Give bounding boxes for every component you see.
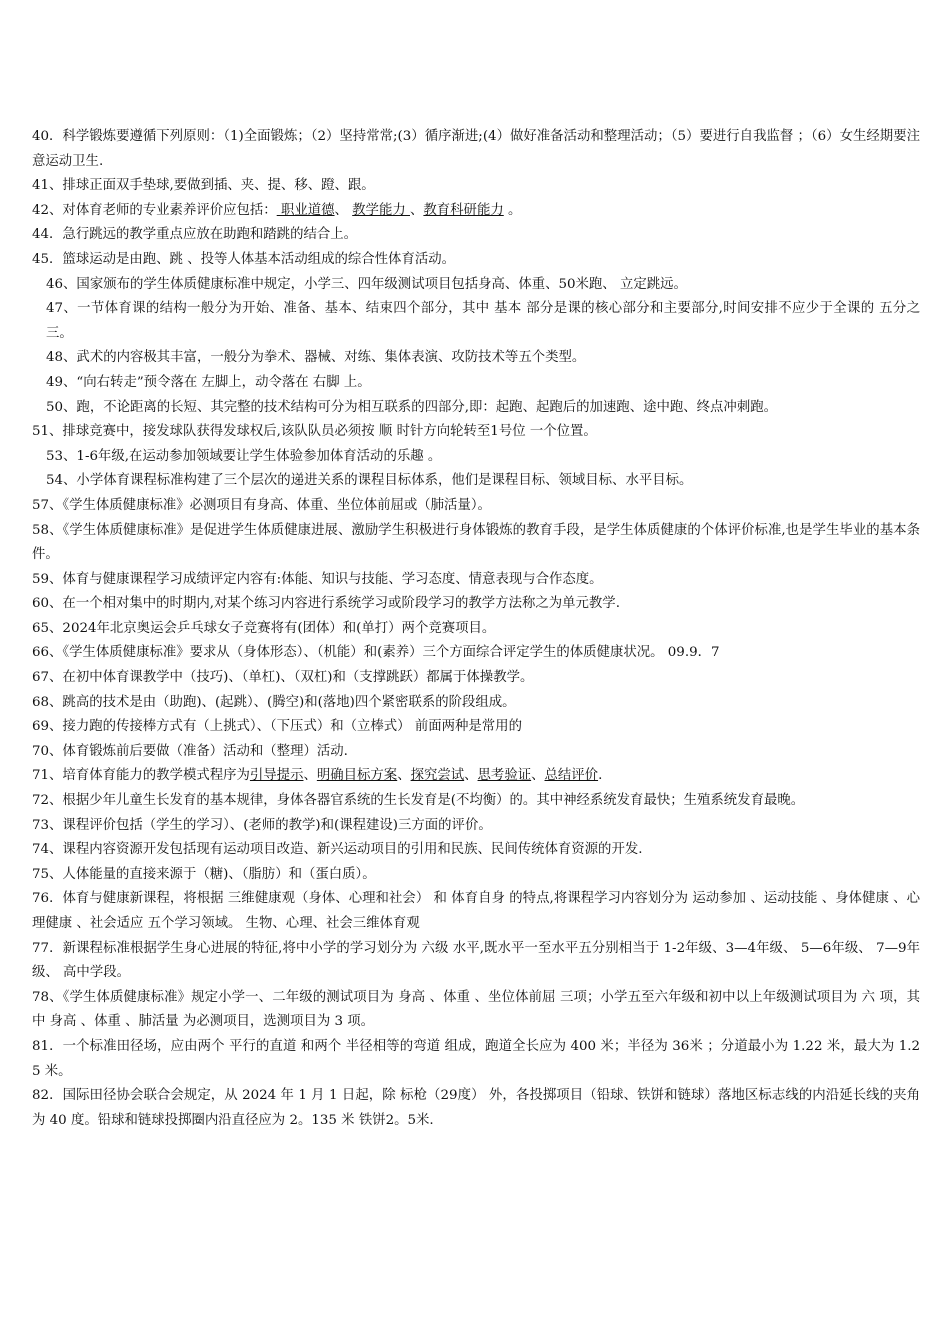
answer-guide-hint: 引导提示: [249, 768, 304, 784]
separator: 、: [464, 768, 478, 784]
item-65: 65、2024年北京奥运会乒乓球女子竞赛将有(团体）和(单打）两个竞赛项目。: [32, 620, 496, 636]
item-48: 48、武术的内容极其丰富，一般分为拳术、器械、对练、集体表演、攻防技术等五个类型。: [46, 350, 586, 366]
item-77: 77．新课程标准根据学生身心进展的特征,将中小学的学习划分为 六级 水平,既水平一至水平五分别相当于 1-2年级、3—4年级、 5—6年级、 7—9年级、 高中学段。: [32, 940, 920, 981]
item-60: 60、在一个相对集中的时期内,对某个练习内容进行系统学习或阶段学习的教学方法称之为单元教学.: [32, 596, 620, 612]
item-45: 45．篮球运动是由跑、跳 、投等人体基本活动组成的综合性体育活动。: [32, 251, 456, 267]
item-50: 50、跑，不论距离的长短、其完整的技术结构可分为相互联系的四部分,即：起跑、起跑后的加速跑、途中跑、终点冲刺跑。: [46, 399, 777, 415]
item-51: 51、排球竞赛中，接发球队获得发球权后,该队队员必须按 顺 时针方向轮转至1号位 一个位置。: [32, 424, 597, 440]
separator: 、: [531, 768, 545, 784]
item-67: 67、在初中体育课教学中（技巧)、（单杠)、（双杠)和（支撑跳跃）都属于体操教学。: [32, 670, 534, 686]
item-70: 70、体育锻炼前后要做（准备）活动和（整理）活动.: [32, 743, 348, 759]
item-82: 82．国际田径协会联合会规定，从 2024 年 1 月 1 日起，除 标枪（29度） 外，各投掷项目（铅球、铁饼和链球）落地区标志线的内沿延长线的夹角为 40 度。铅球和链球投掷圈内沿直径应为 2。135 米 铁饼2。5米.: [32, 1088, 920, 1128]
answer-explore-try: 探究尝试: [410, 768, 465, 784]
document-page: [32, 125, 920, 1133]
item-71-prefix: 71、培育体育能力的教学模式程序为: [32, 768, 250, 784]
answer-research-ability: 教育科研能力: [423, 202, 504, 218]
answer-teaching-ability: 教学能力: [352, 202, 410, 218]
item-76: 76．体育与健康新课程，将根据 三维健康观（身体、心理和社会） 和 体育自身 的特点,将课程学习内容划分为 运动参加 、运动技能 、身体健康 、心理健康 、社会适应 五个学习领域。 生物、心理、社会三维体育观: [32, 891, 920, 931]
separator: 、: [410, 202, 424, 218]
item-53: 53、1-6年级,在运动参加领域要让学生体验参加体育活动的乐趣 。: [46, 448, 442, 464]
answer-professional-ethics: 职业道德: [276, 202, 335, 218]
item-72: 72、根据少年儿童生长发育的基本规律，身体各器官系统的生长发育是(不均衡）的。其中神经系统发育最快；生殖系统发育最晚。: [32, 793, 805, 809]
item-71-suffix: .: [598, 768, 603, 784]
item-71: [32, 764, 920, 789]
item-42-suffix: 。: [503, 202, 522, 218]
item-42-prefix: 42、对体育老师的专业素养评价应包括：: [32, 202, 277, 218]
item-44: 44．急行跳远的教学重点应放在助跑和踏跳的结合上。: [32, 227, 358, 243]
item-78: 78、《学生体质健康标准》规定小学一、二年级的测试项目为 身高 、体重 、坐位体前屈 三项；小学五至六年级和初中以上年级测试项目为 六 项，其中 身高 、体重 、肺活量 为必测项目，选测项目为 3 项。: [32, 989, 920, 1030]
item-57: 57、《学生体质健康标准》必测项目有身高、体重、坐位体前屈或（肺活量）。: [32, 497, 491, 513]
item-73: 73、课程评价包括（学生的学习）、(老师的教学)和(课程建设)三方面的评价。: [32, 817, 492, 833]
answer-clear-goal: 明确目标方案: [316, 768, 398, 784]
item-75: 75、人体能量的直接来源于（糖)、（脂肪）和（蛋白质）。: [32, 866, 376, 882]
item-74: 74、课程内容资源开发包括现有运动项目改造、新兴运动项目的引用和民族、民间传统体育资源的开发.: [32, 842, 643, 858]
item-54: 54、小学体育课程标准构建了三个层次的递进关系的课程目标体系，他们是课程目标、领域目标、水平目标。: [46, 473, 693, 489]
item-47: 47、一节体育课的结构一般分为开始、准备、基本、结束四个部分，其中 基本 部分是课的核心部分和主要部分,时间安排不应少于全课的 五分之三。: [46, 301, 920, 341]
item-68: 68、跳高的技术是由（助跑)、(起跳）、(腾空)和(落地)四个紧密联系的阶段组成。: [32, 694, 516, 710]
separator: 、: [397, 768, 411, 784]
item-58: 58、《学生体质健康标准》是促进学生体质健康进展、激励学生积极进行身体锻炼的教育手段，是学生体质健康的个体评价标准,也是学生毕业的基本条件。: [32, 522, 920, 563]
item-69: 69、接力跑的传接棒方式有（上挑式）、（下压式）和（立棒式） 前面两种是常用的: [32, 719, 522, 735]
item-66: 66、《学生体质健康标准》要求从（身体形态）、（机能）和(素养）三个方面综合评定学生的体质健康状况。 09.9．7: [32, 645, 720, 661]
item-59: 59、体育与健康课程学习成绩评定内容有:体能、知识与技能、学习态度、情意表现与合作态度。: [32, 571, 603, 587]
item-81: 81．一个标准田径场，应由两个 平行的直道 和两个 半径相等的弯道 组成，跑道全长应为 400 米；半径为 36米 ；分道最小为 1.22 米，最大为 1.25 米。: [32, 1038, 920, 1079]
item-42: [32, 199, 920, 224]
answer-summarize: 总结评价: [544, 768, 599, 784]
item-46: 46、国家颁布的学生体质健康标准中规定，小学三、四年级测试项目包括身高、体重、50米跑、 立定跳远。: [46, 276, 687, 292]
answer-think-verify: 思考验证: [477, 768, 532, 784]
item-40: 40．科学锻炼要遵循下列原则：（1)全面锻炼；（2）坚持常常;(3）循序渐进;(4）做好准备活动和整理活动；（5）要进行自我监督 ；（6）女生经期要注意运动卫生.: [32, 129, 920, 169]
separator: 、: [334, 202, 353, 218]
separator: 、: [303, 768, 317, 784]
item-41: 41、排球正面双手垫球,要做到插、夹、提、移、蹬、跟。: [32, 178, 375, 194]
item-49: 49、“向右转走”预令落在 左脚上，动令落在 右脚 上。: [46, 374, 371, 390]
